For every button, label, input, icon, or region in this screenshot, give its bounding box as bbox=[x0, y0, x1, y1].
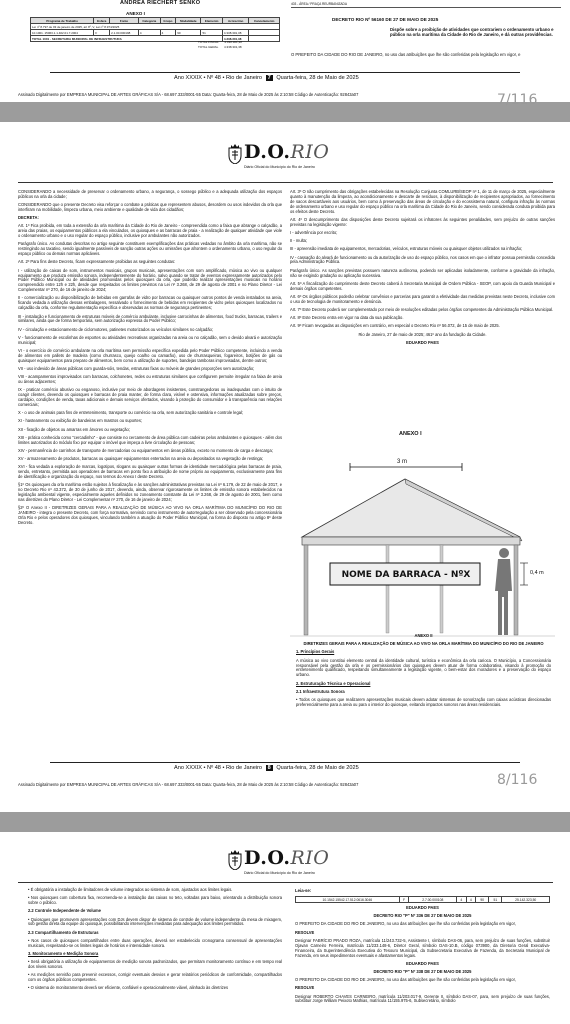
paragraph: §2º O Anexo II - DIRETRIZES GERAIS PARA A REALIZAÇÃO DE MÚSICA AO VIVO NA ORLA MARÍTIMA DO MUNICÍPIO DO RIO DE JANEIRO - integra o presente Decreto, com força normativa, servindo como instrumento de autorregulação a ser observado pela concessionária Orla Rio e pelos operadores dos quiosques, vinculando também a atuação do Poder Público Municipal, na forma do disposto no artigo 8º deste Decreto. bbox=[18, 505, 282, 525]
paragraph: RESOLVE bbox=[295, 985, 315, 991]
table-header-cell: Modalidade bbox=[176, 18, 201, 24]
table-cell: 4.338.301,38 bbox=[222, 36, 249, 42]
total-fiscal bbox=[198, 40, 242, 44]
digital-signature: Assinado Digitalmente por EMPRESA MUNICIPAL DE ARTES GRÁFICAS S/A - 68.697.333/0001-55 Data: Quarta-feira, 28 de Maio de 2025 às 2:10:58 Código de Autenticação: 92843a07 bbox=[18, 92, 359, 97]
paragraph: XIV - permanência de carrinhos de transporte de mercadorias ou equipamentos em áreas pública, exceto no momento de carga e descarga; bbox=[18, 447, 273, 453]
page-counter: 7/116 bbox=[497, 92, 538, 108]
paragraph: X - o uso de animais para fins de entretenimento, transporte ou comércio na orla, sem autorização sanitária e controle legal; bbox=[18, 410, 244, 416]
table-cell: 90 bbox=[476, 897, 489, 903]
correction-table bbox=[295, 896, 550, 903]
paragraph: III - instalação e funcionamento de estruturas móveis de comércio ambulante, inclusive carrocinhas de alimentos, food trucks, barracas, trailers e similares, ainda que de forma temporária, sem autorização expressa do Poder Público; bbox=[18, 313, 282, 324]
table-cell: 4 bbox=[466, 897, 476, 903]
paragraph: CONSIDERANDO a necessidade de preservar o ordenamento urbano, a segurança, o sossego público e a adequada utilização dos espaços públicos na orla da cidade; bbox=[18, 189, 282, 199]
masthead-title bbox=[244, 141, 329, 163]
footer-date: Quarta-feira, 28 de Maio de 2025 bbox=[276, 765, 359, 771]
paragraph: XIII - prática conhecida como "cercadinho" - que consiste no cercamento de área pública com cadeiras pelos ambulantes e quiosques - além dos limites autorizados do módulo fixo por equipar o imóvel que impeça a livre circulação de pessoas; bbox=[18, 434, 282, 445]
paragraph: A música ao vivo constitui elemento central da identidade cultural, turística e econômica da orla carioca. O Município, a Concessionária responsável pela gestão da orla e os permissionários dos quiosques devem atuar de forma colaborativa, visando à promoção do entretenimento qualificado, respeitando simultaneamente a legislação vigente, o bem-estar dos moradores e a preservação do espaço urbano. bbox=[296, 657, 551, 678]
paragraph: DIRETRIZES GERAIS PARA A REALIZAÇÃO DE MÚSICA AO VIVO NA ORLA MARÍTIMA DO MUNICÍPIO DO RIO DE JANEIRO bbox=[303, 641, 544, 647]
tent-pole bbox=[514, 545, 518, 635]
paragraph: DECRETA: bbox=[18, 215, 39, 221]
paragraph: IX - praticar comércio abusivo ou enganoso, inclusive por meio de abordagens insistentes, constrangedoras ou inadequadas com o intuito de coagir clientes, devendo os quiosques e barracas de praia manter, de forma clara, visível e ostensiva, informações atualizadas sobre preços, cardápio, condições de venda, taxas adicionais e demais serviços ofertados, visando à proteção do consumidor e à transparência nas relações comerciais; bbox=[18, 387, 282, 407]
decree-title: DECRETO RIO Nº 56160 DE 27 DE MAIO DE 2025 bbox=[332, 17, 439, 22]
table-header-cell: Programa de Trabalho bbox=[31, 18, 94, 24]
paragraph: 2. Estruturação Técnica e Operacional bbox=[296, 680, 371, 686]
paragraph: O PREFEITO DA CIDADE DO RIO DE JANEIRO, no uso das atribuições que lhe são conferidas pela legislação em vigor, bbox=[295, 977, 516, 983]
paragraph: Art. 3º O não cumprimento das obrigações estabelecidas na Resolução Conjunta COMLURB/SEOP nº 1, de 11 de março de 2025, especialmente quanto à manutenção da limpeza, ao acondicionamento e descarte de resíduos, à disponibilização de recipientes apropriados, ao fornecimento de sacos descartáveis aos usuários, bem como à preservação das áreas de circulação e do ecossistema natural, configura infração às normas de ordenamento urbano e uso regular do espaço público na orla marítima da Cidade do Rio de Janeiro, sendo considerada conduta proibida para os efeitos deste Decreto. bbox=[290, 189, 555, 214]
page-counter: 8/116 bbox=[497, 772, 538, 788]
masthead-do: D.O. bbox=[244, 141, 291, 163]
paragraph: Designar FABRÍCIO PRADO ROZA, matrícula 11/243.732-5, Assistente I, símbolo DAS-06, para, sem prejuízo de suas funções, substituir Ojavan Carneiro Ferreira, matrícula 11/233.148-6, Diretor Geral, símbolo DAS-10.B, código 073900, da Diretoria Geral Executiva-Financeira, da Superintendência Executiva do Tesouro Municipal, da Subsecretaria Executiva de Fazenda, da Secretaria Municipal de Fazenda, em seus impedimentos eventuais e afastamentos legais. bbox=[295, 937, 550, 958]
tent-pole bbox=[304, 545, 308, 635]
paragraph: Art. 8º Este Decreto entra em vigor na data da sua publicação. bbox=[290, 315, 404, 321]
leia-se-label: Leia-se: bbox=[295, 888, 312, 893]
paragraph: 2.2 Controle Independente de Volume bbox=[28, 908, 101, 914]
tent-diagram bbox=[290, 441, 555, 641]
paragraph: RESOLVE bbox=[295, 929, 315, 935]
tent-pole bbox=[440, 545, 443, 633]
paragraph: CONSIDERANDO que o presente Decreto visa reforçar o combate a práticas que representem abusos, desordem ou usos indevidos da orla que interfiram na mobilidade, limpeza urbana, meio ambiente e qualidade de vida dos cidadãos; bbox=[18, 202, 282, 213]
area-label: 403 - ÁREA / PRAÇA REURBANIZADA bbox=[291, 0, 561, 8]
tent-pole bbox=[386, 545, 389, 633]
table-cell: 2.7.00.000108 bbox=[409, 897, 457, 903]
table-cell bbox=[249, 36, 280, 42]
paragraph: Art. 2º Para fins deste Decreto, ficam expressamente proibidas as seguintes condutas: bbox=[18, 259, 176, 265]
table-header-cell: Grupo bbox=[160, 18, 176, 24]
city-crest-icon bbox=[228, 850, 242, 870]
paragraph: 1. Princípios Gerais bbox=[296, 649, 335, 655]
paragraph: Art. 1º Fica proibida, em toda a extensão da orla marítima da Cidade do Rio de Janeiro - compreendida como a faixa que abrange o calçadão, a areia das praias, os equipamentos públicos a ela vinculados, os quiosques e as barracas de praia - a realização de qualquer atividade que viole o ordenamento urbano e o uso regular do espaço público, inclusive por ambulantes não autorizados. bbox=[18, 223, 282, 239]
paragraph: DECRETO RIO "P" Nº 338 DE 27 DE MAIO DE 2025 bbox=[373, 968, 472, 974]
paragraph: III - apreensão imediata de equipamentos, mercadorias, veículos, estruturas móveis ou quaisquer objetos utilizados na infração; bbox=[290, 246, 523, 252]
table-cell: 51 bbox=[201, 30, 222, 36]
paragraph: • Nos casos de quiosques compartilhados entre duas operações, deverá ser estabelecido cronograma consensual de apresentações musicais, respeitando-se os limites legais de horários e intensidade sonora. bbox=[28, 937, 282, 948]
total-geral-label: TOTAL GERAL bbox=[198, 45, 219, 49]
table-cell: 10.1542.15542.17.512.0616.3046 bbox=[296, 897, 400, 903]
paragraph: V - funcionamento de escolinhas de esportes ou atividades recreativas organizadas na areia ou no calçadão, sem o devido alvará e autorização municipal; bbox=[18, 334, 282, 345]
paragraph: I - advertência por escrito; bbox=[290, 229, 338, 235]
masthead bbox=[218, 136, 358, 180]
paragraph: IV - circulação e estacionamento de ciclomotores, patinetes motorizados ou veículos similares no calçadão; bbox=[18, 326, 214, 332]
masthead-title bbox=[244, 847, 329, 869]
paragraph: XV - armazenamento de produtos, barracas ou quaisquer equipamentos enterrados na areia ou depositados na vegetação de restinga; bbox=[18, 456, 264, 462]
tent-valance bbox=[302, 537, 520, 545]
paragraph: Art. 9º Ficam revogadas as disposições em contrário, em especial o Decreto Rio nº 56.072, de 15 de maio de 2025. bbox=[290, 323, 500, 329]
paragraph: Art. 4º O descumprimento das disposições deste Decreto sujeitará os infratores às seguintes penalidades, sem prejuízo de outras sanções previstas na legislação vigente: bbox=[290, 216, 555, 227]
anexo-title: ANEXO I bbox=[126, 11, 145, 16]
footer-edition: Ano XXXIX • Nº 48 • Rio de Janeiro bbox=[174, 765, 263, 771]
footer-divider bbox=[50, 72, 520, 73]
paragraph: • Nos quiosques com cobertura fixa, recomenda-se a instalação das caixas no teto, voltadas para baixo, orientando a distribuição sonora sobre o público. bbox=[28, 895, 282, 906]
table-cell: F bbox=[94, 30, 110, 36]
right-text-column bbox=[290, 190, 555, 349]
masthead-subtitle: Diário Oficial do Município do Rio de Janeiro bbox=[244, 871, 315, 875]
table-cell: 90 bbox=[176, 30, 201, 36]
total-geral bbox=[198, 45, 242, 49]
table-header-cell: Fonte bbox=[110, 18, 139, 24]
paragraph: 3. Monitoramento e Medição Sonora bbox=[28, 950, 99, 956]
masthead-do: D.O. bbox=[244, 847, 291, 869]
prefeito-paragraph: O PREFEITO DA CIDADE DO RIO DE JANEIRO, no uso das atribuições que lhe são conferidas pela legislação em vigor, e bbox=[291, 52, 521, 57]
table-cell: 4 bbox=[138, 30, 160, 36]
paragraph: • Todos os quiosques que realizarem apresentações musicais devem adotar sistemas de sonorização com caixas acústicas direcionadas preferencialmente para a areia ou para o interior do quiosque, evitando impactos sonoros nas áreas residenciais. bbox=[296, 696, 551, 707]
signer-name: ANDREA RIECHERT SENKO bbox=[120, 0, 201, 6]
paragraph: VI - o exercício de comércio ambulante na orla marítima sem permissão específica expedida pelo Poder Público competente, incluindo a venda de alimentos em pallets de madeira (como churrasco, queijo coalho ou camarão), uso de churrasqueiras, fogareiros, botijões de gás ou quaisquer equipamentos para preparo de alimentos, bem como a utilização de suportes, bandejas tamboras improvisadas, dentre outros; bbox=[18, 347, 282, 363]
page-footer bbox=[174, 765, 359, 771]
paragraph: XII - fixação de objetos ou amarras em árvores ou vegetação; bbox=[18, 426, 130, 432]
paragraph: Parágrafo único. As sanções previstas possuem natureza autônoma, podendo ser aplicadas isoladamente, conforme a gravidade da infração, não se exigindo gradação ou aplicação sucessiva. bbox=[290, 267, 555, 278]
right-text-column bbox=[295, 906, 550, 1008]
tent-sign-text: NOME DA BARRACA - NºX bbox=[341, 570, 471, 580]
masthead-subtitle: Diário Oficial do Município do Rio de Janeiro bbox=[244, 165, 315, 169]
paragraph: II - comercialização ou disponibilização de bebidas em garrafas de vidro por barracas ou quaisquer outros pontos de venda instalados na areia, ficando vedada a utilização dessas embalagens, ressalvado o fornecimento de bebidas em recipientes de vidro pelos quiosques localizados no calçadão da orla, conforme regulamentação específica e observadas as normas de segurança pertinentes; bbox=[18, 295, 282, 311]
paragraph: I - utilização de caixas de som, instrumentos musicais, grupos musicais, apresentações com som amplificado, música ao vivo ou qualquer equipamento que produza emissão sonora, independentemente do horário, salvo quando se tratar de eventos expressamente autorizados pelo Poder Público Municipal ou de atividades promovidas pelos quiosques da orla, que poderão realizar apresentações musicais no horário compreendido entre 12h e 22h, desde que respeitados os limites previstos na Lei nº 3.268, de 29 de agosto de 2001 e no Plano Diretor - Lei Complementar nº 270, de 16 de janeiro de 2024; bbox=[18, 267, 282, 293]
page-footer bbox=[174, 75, 359, 81]
paragraph: • É obrigatória a instalação de limitadores de volume integrados ao sistema de som, ajustados aos limites legais. bbox=[28, 887, 233, 892]
table-cell: Lei nº 8.797 de 03 de janeiro de 2025, art 9º, V, Lei nº 8.974/2025 bbox=[31, 24, 280, 30]
anexo-ii-section bbox=[296, 634, 551, 711]
left-text-column bbox=[18, 190, 282, 529]
masthead-divider bbox=[18, 882, 553, 883]
table-cell: 4 bbox=[160, 30, 176, 36]
document-page-7 bbox=[0, 0, 570, 102]
paragraph: • Será obrigatória a utilização de equipamentos de medição sonora padronizados, que permitam monitoramento contínuo e em tempo real dos níveis sonoros. bbox=[28, 959, 282, 970]
footer-divider bbox=[50, 762, 520, 763]
table-cell: TOTAL 1001 - SECRETARIA MUNICIPAL DE INFRAESTRUTURA bbox=[31, 36, 223, 42]
footer-page-badge: 7 bbox=[267, 75, 271, 81]
table-cell: F bbox=[399, 897, 409, 903]
paragraph: Designar ROBERTO CHAVES CARNEIRO, matrícula 11/203.017-9, Gerente II, símbolo DAS-07, para, sem prejuízo de suas funções, substituir Jorge William Peixoto Mathias, matrícula 11/155.975-6, Subsecretário, símbolo bbox=[295, 993, 550, 1004]
paragraph: VII - uso indevido de áreas públicas com guarda-sóis, tendas, estruturas fixas ou móveis de grandes proporções sem autorização; bbox=[18, 365, 255, 371]
paragraph: Parágrafo único. As condutas descritas no artigo seguinte constituem exemplificações das práticas vedadas no âmbito da orla marítima, não se restringindo ao taxativo, sendo igualmente passíveis de sanção outras ações ou omissões que afrontem o ordenamento urbano, o uso regular do espaço público ou demais normas aplicáveis. bbox=[18, 241, 282, 257]
decree-ementa: Dispõe sobre a proibição de atividades que contrariem o ordenamento urbano e público na orla marítima da Cidade do Rio de Janeiro, e dá outras providências. bbox=[390, 27, 554, 37]
paragraph: XI - hasteamento ou exibição de bandeiras em mastros ou suportes; bbox=[18, 418, 143, 424]
tent-height-label: 0,4 m bbox=[530, 570, 544, 576]
footer-date: Quarta-feira, 28 de Maio de 2025 bbox=[276, 75, 359, 81]
table-cell: 10.1001. 15063.1.1.402.01.7.2004 bbox=[31, 30, 94, 36]
paragraph: EDUARDO PAES bbox=[406, 960, 439, 966]
paragraph: 2.1 Infraestrutura Sonora bbox=[296, 688, 345, 694]
table-cell: 51 bbox=[489, 897, 502, 903]
tent-width-label: 3 m bbox=[397, 459, 408, 465]
paragraph: O PREFEITO DA CIDADE DO RIO DE JANEIRO, no uso das atribuições que lhe são conferidas pela legislação em vigor, bbox=[295, 921, 516, 927]
paragraph: EDUARDO PAES bbox=[406, 905, 439, 910]
digital-signature: Assinado Digitalmente por EMPRESA MUNICIPAL DE ARTES GRÁFICAS S/A - 68.697.333/0001-55 Data: Quarta-feira, 28 de Maio de 2025 às 2:10:58 Código de Autenticação: 92843a07 bbox=[18, 782, 359, 787]
paragraph: Art. 5º A fiscalização do cumprimento deste Decreto caberá à Secretaria Municipal de Ordem Pública - SEOP, com apoio da Guarda Municipal e demais órgãos competentes. bbox=[290, 280, 555, 291]
masthead-rio: RIO bbox=[290, 847, 330, 869]
document-page-9 bbox=[0, 832, 570, 1024]
total-fiscal-value: 4.338.301,38 bbox=[224, 40, 242, 44]
paragraph: 2.3 Compartilhamento de Estruturas bbox=[28, 929, 99, 935]
document-page-8 bbox=[0, 122, 570, 812]
paragraph: • O sistema de monitoramento deverá ser eficiente, confiável e operacionalmente viável, alinhado às diretrizes bbox=[28, 985, 229, 991]
table-row bbox=[296, 897, 550, 903]
masthead-rio: RIO bbox=[290, 141, 330, 163]
table-header-cell: Elemento bbox=[201, 18, 222, 24]
table-header-cell: Acréscimo bbox=[222, 18, 249, 24]
city-crest-icon bbox=[228, 144, 242, 164]
paragraph: VIII - acampamentos improvisados com barracas, colchonetes, redes ou estruturas similares que configurem pernoite irregular na faixa de areia ou áreas adjacentes; bbox=[18, 374, 282, 385]
paragraph: Art. 6º Os órgãos públicos poderão celebrar convênios e parcerias para garantir a efetividade das medidas previstas neste Decreto, inclusive com o uso de tecnologia de monitoramento e denúncia. bbox=[290, 293, 555, 304]
paragraph: II - multa; bbox=[290, 238, 308, 244]
paragraph: IV - cassação do alvará de funcionamento ou da autorização de uso do espaço público, nos casos em que o infrator possua permissão concedida pela Administração Pública. bbox=[290, 254, 555, 265]
table-row bbox=[31, 36, 280, 42]
paragraph: DECRETO RIO "P" Nº 336 DE 27 DE MAIO DE 2025 bbox=[373, 913, 472, 919]
total-fiscal-label: TOTAL FISCAL bbox=[198, 40, 219, 44]
tent-roof bbox=[302, 479, 520, 537]
paragraph: §1º Os quiosques da orla marítima estão sujeitos à fiscalização e às sanções administrativas previstas na Lei nº 6.179, de 22 de maio de 2017, e no Decreto Rio nº 43.372, de 30 de junho de 2017, devendo, ainda, observar rigorosamente os limites de emissão sonora estabelecidos na legislação ambiental vigente, especialmente aqueles definidos no zoneamento constante da Lei nº 3.268, de 29 de agosto de 2001, bem como nas diretrizes do Plano Diretor - Lei Complementar nº 270, de 16 de janeiro de 2024; bbox=[18, 482, 282, 503]
person-silhouette bbox=[495, 548, 512, 635]
table-cell: 2.1.00.000198 bbox=[110, 30, 139, 36]
paragraph: EDUARDO PAES bbox=[406, 339, 439, 345]
paragraph: Art. 7º Este Decreto poderá ser complementado por meio de resoluções editadas pelos órgãos competentes da Administração Pública Municipal. bbox=[290, 306, 554, 312]
table-cell: 4.338.301,38 bbox=[222, 30, 249, 36]
masthead-divider bbox=[18, 182, 553, 183]
footer-edition: Ano XXXIX • Nº 48 • Rio de Janeiro bbox=[174, 75, 263, 81]
paragraph: Rio de Janeiro, 27 de maio de 2025; 461º ano da fundação da Cidade. bbox=[358, 331, 487, 337]
table-header-cell: Cancelamento bbox=[249, 18, 280, 24]
total-geral-value: 4.338.301,38 bbox=[224, 45, 242, 49]
left-text-column bbox=[28, 888, 282, 995]
paragraph: XVI - fica vedada a exploração de marcas, logotipos, slogans ou quaisquer outras formas de identidade mercadológica pelas barracas de praia, sendo, entretanto, permitida aos operadores de barracas em ponto fixo a atribuição de nome próprio ao equipamento, exclusivamente para fins de identificação e organização do espaço, nos termos do Anexo I deste Decreto. bbox=[18, 464, 282, 480]
footer-page-badge: 8 bbox=[267, 765, 271, 771]
paragraph: ANEXO II bbox=[414, 633, 433, 638]
table-cell: 4 bbox=[457, 897, 467, 903]
paragraph: • Quiosques que promovem apresentações com DJs devem dispor de sistema de controle de volume independente da mesa de mixagem, sob gestão direta da equipe do quiosque, possibilitando intervenções imediatas para adequação aos limites permitidos. bbox=[28, 916, 282, 927]
table-header-cell: Categoria bbox=[138, 18, 160, 24]
budget-table bbox=[30, 17, 280, 42]
table-header-cell: Esfera bbox=[94, 18, 110, 24]
masthead bbox=[218, 842, 358, 886]
paragraph: • As medições servirão para prevenir excessos, corrigir eventuais desvios e gerar relatórios periódicos de conformidade, compartilhados com os órgãos públicos competentes. bbox=[28, 972, 282, 983]
table-cell: 25.142.323,50 bbox=[502, 897, 550, 903]
anexo-i-title: ANEXO I bbox=[399, 431, 422, 437]
